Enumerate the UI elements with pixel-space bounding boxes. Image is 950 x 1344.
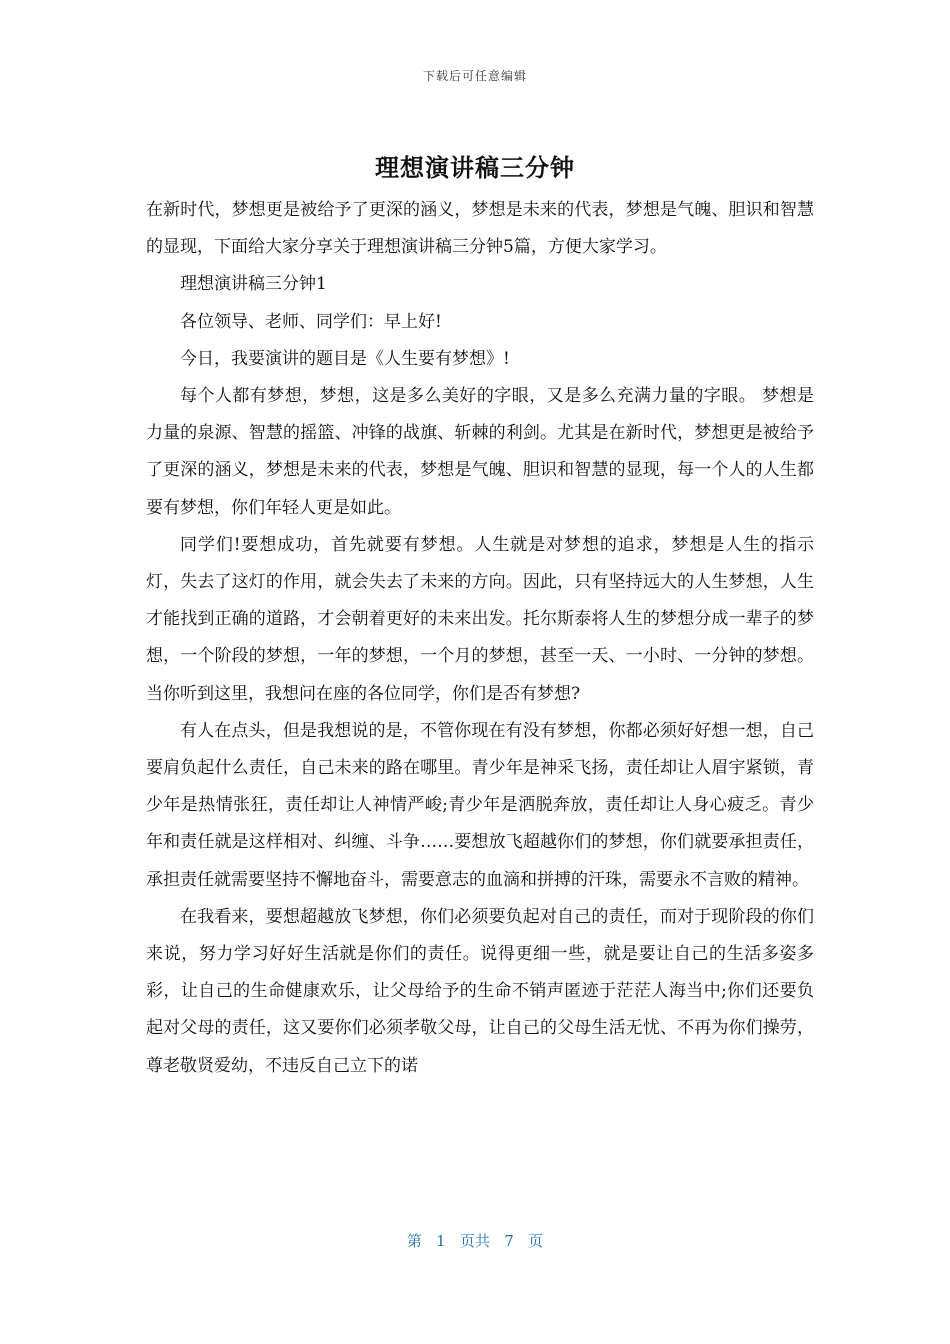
paragraph-intro: 在新时代，梦想更是被给予了更深的涵义，梦想是未来的代表，梦想是气魄、胆识和智慧的显现，下面给大家分享关于理想演讲稿三分钟5篇，方便大家学习。: [146, 200, 814, 258]
document-body: [146, 192, 814, 1085]
paragraph-topic: 今日，我要演讲的题目是《人生要有梦想》!: [180, 348, 510, 369]
page-number-footer: 第 1 页共 7 页: [406, 1232, 544, 1250]
header-note: 下载后可任意编辑: [422, 69, 527, 83]
paragraph-section-heading: 理想演讲稿三分钟1: [180, 274, 327, 295]
paragraph-body: 同学们!要想成功，首先就要有梦想。人生就是对梦想的追求，梦想是人生的指示灯，失去了这灯的作用，就会失去了未来的方向。因此，只有坚持远大的人生梦想，人生才能找到正确的道路，才会朝着更好的未来出发。托尔斯泰将人生的梦想分成一辈子的梦想，一个阶段的梦想，一年的梦想，一个月的梦想，甚至一天、一小时、一分钟的梦想。当你听到这里，我想问在座的各位同学，你们是否有梦想?: [146, 534, 814, 704]
paragraph-body: 在我看来，要想超越放飞梦想，你们必须要负起对自己的责任，而对于现阶段的你们来说，努力学习好好生活就是你们的责任。说得更细一些，就是要让自己的生活多姿多彩，让自己的生命健康欢乐，让父母给予的生命不销声匿迹于茫茫人海当中;你们还要负起对父母的责任，这又要你们必须孝敬父母，让自己的父母生活无忧、不再为你们操劳，尊老敬贤爱幼，不违反自己立下的诺: [146, 906, 814, 1076]
paragraph-body: 有人在点头，但是我想说的是，不管你现在有没有梦想，你都必须好好想一想，自己要肩负起什么责任，自己未来的路在哪里。青少年是神采飞扬，责任却让人眉宇紧锁，青少年是热情张狂，责任却让人神情严峻;青少年是洒脱奔放，责任却让人身心疲乏。青少年和责任就是这样相对、纠缠、斗争……要想放飞超越你们的梦想，你们就要承担责任，承担责任就需要坚持不懈地奋斗，需要意志的血滴和拼搏的汗珠，需要永不言败的精神。: [146, 720, 814, 890]
paragraph-greeting: 各位领导、老师、同学们：早上好!: [180, 311, 442, 332]
document-title: 理想演讲稿三分钟: [375, 153, 575, 182]
paragraph-body: 每个人都有梦想，梦想，这是多么美好的字眼，又是多么充满力量的字眼。 梦想是力量的泉源、智慧的摇篮、冲锋的战旗、斩棘的利剑。尤其是在新时代，梦想更是被给予了更深的涵义，梦想是未来的代表，梦想是气魄、胆识和智慧的显现，每一个人的人生都要有梦想，你们年轻人更是如此。: [146, 386, 814, 518]
